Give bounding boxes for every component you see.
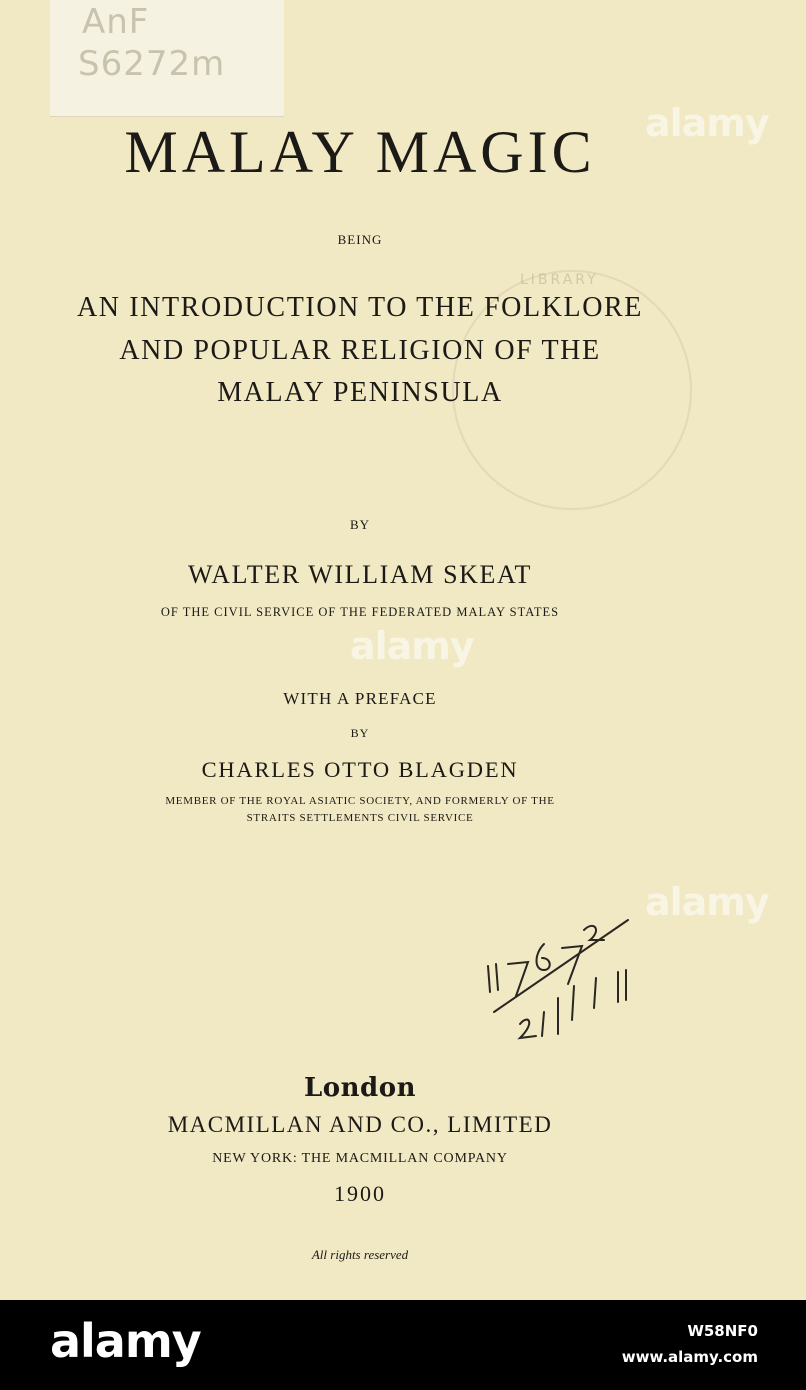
publisher-name: MACMILLAN AND CO., LIMITED [167, 1112, 553, 1137]
publisher-city: London [304, 1073, 416, 1103]
rights-statement: All rights reserved [311, 1247, 409, 1262]
library-label-line2: S6272m [78, 44, 226, 84]
book-title: MALAY MAGIC [124, 119, 596, 185]
by-label: BY [349, 517, 371, 532]
stock-footer [0, 1300, 806, 1390]
handwritten-note [478, 914, 648, 1044]
library-stamp-text: LIBRARY [520, 272, 599, 288]
site-url: www.alamy.com [621, 1348, 758, 1366]
preface-affiliation-line-1: MEMBER OF THE ROYAL ASIATIC SOCIETY, AND FORMERLY OF THE [165, 795, 555, 807]
subtitle-line-2: AND POPULAR RELIGION OF THE [119, 335, 601, 366]
library-label-line1: AnF [82, 2, 150, 42]
watermark: alamy [645, 101, 769, 145]
library-label [50, 0, 284, 117]
watermark: alamy [645, 880, 769, 924]
subtitle-line-1: AN INTRODUCTION TO THE FOLKLORE [76, 292, 644, 323]
author-affiliation: OF THE CIVIL SERVICE OF THE FEDERATED MALAY STATES [160, 605, 560, 619]
preface-by-label: BY [350, 726, 370, 740]
author-name: WALTER WILLIAM SKEAT [188, 560, 532, 589]
with-preface-label: WITH A PREFACE [283, 689, 437, 708]
being-label: BEING [337, 232, 383, 247]
watermark: alamy [350, 624, 474, 668]
alamy-logo: alamy [50, 1314, 201, 1368]
publication-year: 1900 [334, 1181, 386, 1206]
subtitle-line-3: MALAY PENINSULA [217, 377, 503, 408]
preface-author-name: CHARLES OTTO BLAGDEN [201, 757, 519, 782]
image-id: W58NF0 [687, 1322, 758, 1340]
publisher-new-york: NEW YORK: THE MACMILLAN COMPANY [212, 1151, 508, 1166]
preface-affiliation-line-2: STRAITS SETTLEMENTS CIVIL SERVICE [246, 812, 474, 824]
